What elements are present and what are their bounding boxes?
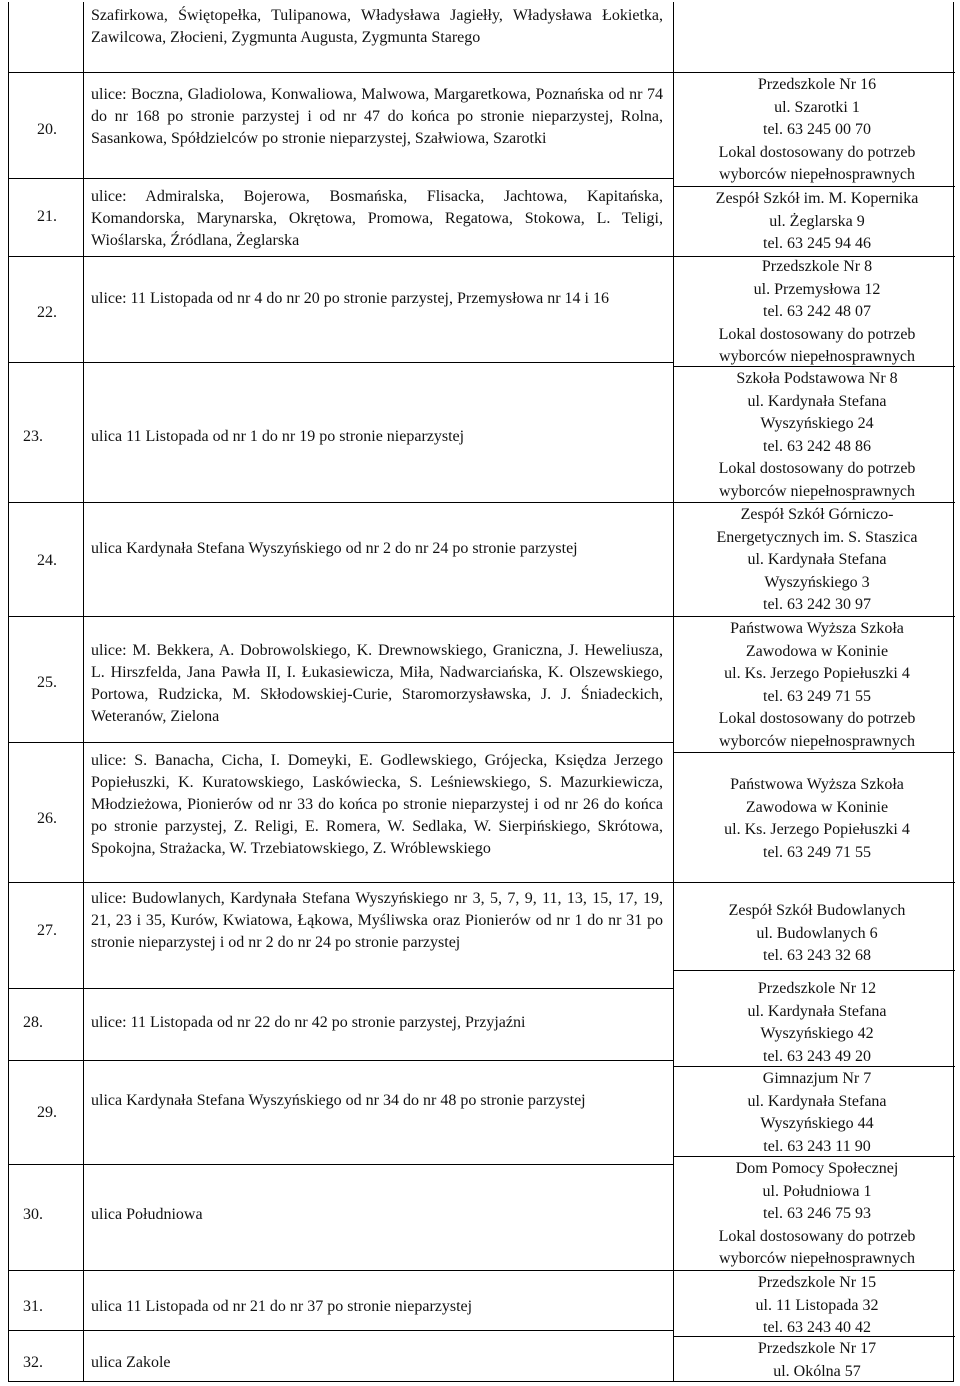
- polling-place-line: tel. 63 242 48 86: [763, 437, 871, 455]
- row-divider: [9, 178, 673, 179]
- streets-cell: ulice: Budowlanych, Kardynała Stefana Wyszyńskiego nr 3, 5, 7, 9, 11, 13, 15, 17, 19, 21, 23 i 35, Kurów, Kwiatowa, Łąkowa, Myśliwska oraz Pionierów od nr 1 do nr 31 po stronie nieparzystej i od nr 2 do nr 24 po stronie parzystej: [91, 890, 663, 951]
- polling-place-line: tel. 63 245 00 70: [763, 121, 871, 138]
- row-number: 24.: [37, 552, 57, 569]
- row-number: 21.: [37, 208, 57, 225]
- streets-cell: ulica Południowa: [91, 1206, 203, 1223]
- polling-place-line: Lokal dostosowany do potrzeb: [718, 1227, 916, 1245]
- polling-place-line: tel. 63 249 71 55: [763, 843, 871, 861]
- row-divider: [9, 988, 673, 989]
- polling-place-line: ul. Kardynała Stefana: [747, 1092, 887, 1110]
- polling-place-line: tel. 63 243 40 42: [763, 1319, 871, 1336]
- row-divider: [9, 616, 673, 617]
- polling-place-line: Zawodowa w Koninie: [745, 642, 889, 660]
- polling-place-line: ul. Budowlanych 6: [756, 924, 878, 942]
- streets-cell: ulice: Boczna, Gladiolowa, Konwaliowa, Malwowa, Margaretkowa, Poznańska od nr 74 do nr 168 po stronie parzystej i od nr 47 do końca po stronie nieparzystej, Rolna, Sasankowa, Spółdzielców po stronie nieparzystej, Szałwiowa, Szarotki: [91, 86, 663, 147]
- polling-place-line: Zespół Szkół im. M. Kopernika: [715, 190, 919, 207]
- polling-place-line: Wyszyńskiego 44: [760, 1115, 874, 1132]
- polling-place-line: ul. Żeglarska 9: [769, 212, 865, 230]
- polling-place-line: tel. 63 245 94 46: [763, 235, 871, 252]
- streets-cell: ulica 11 Listopada od nr 1 do nr 19 po stronie nieparzystej: [91, 428, 465, 445]
- polling-place-line: Zespół Szkół Górniczo-: [740, 506, 894, 523]
- row-divider: [9, 256, 673, 257]
- polling-place-line: ul. Południowa 1: [762, 1182, 872, 1200]
- polling-place-line: tel. 63 243 11 90: [763, 1137, 871, 1155]
- polling-place: [681, 74, 953, 187]
- streets-cell: ulice: Admiralska, Bojerowa, Bosmańska, Flisacka, Jachtowa, Kapitańska, Komandorska, Marynarska, Okrętowa, Promowa, Regatowa, Stokowa, L. Teligi, Wioślarska, Źródlana, Żeglarska: [91, 188, 663, 249]
- polling-place-line: tel. 63 242 48 07: [763, 303, 871, 320]
- polling-place-line: tel. 63 242 30 97: [763, 596, 871, 613]
- district-table: [8, 2, 954, 1382]
- polling-place-line: Energetycznych im. S. Staszica: [716, 528, 918, 546]
- column-divider: [673, 2, 674, 1381]
- row-number: 28.: [23, 1014, 43, 1031]
- polling-place-line: wyborców niepełnosprawnych: [719, 1250, 915, 1267]
- polling-place-line: wyborców niepełnosprawnych: [719, 732, 915, 750]
- polling-place-line: Przedszkole Nr 8: [761, 258, 873, 275]
- polling-place-line: wyborców niepełnosprawnych: [719, 348, 915, 365]
- polling-place: [681, 774, 953, 864]
- streets-cell: ulice: M. Bekkera, A. Dobrowolskiego, K. Drewnowskiego, Graniczna, J. Heweliusza, L. Hirszfelda, Jana Pawła II, I. Łukasiewicza, Miła, Nadwarciańska, K. Olszewskiego, Portowa, Rudzicka, M. Skłodowskiej-Curie, Staromorzysławska, J. J. Śniadeckich, Weteranów, Zielona: [91, 642, 663, 725]
- row-divider: [9, 1164, 673, 1165]
- row-number: 27.: [37, 922, 57, 939]
- polling-place-line: ul. Kardynała Stefana: [747, 551, 887, 568]
- polling-place-line: Zespół Szkół Budowlanych: [728, 902, 906, 919]
- polling-place: [681, 368, 953, 503]
- row-number: 32.: [23, 1354, 43, 1371]
- polling-place-line: Wyszyńskiego 42: [760, 1025, 874, 1042]
- polling-place-line: Przedszkole Nr 16: [757, 76, 877, 93]
- polling-place: [681, 1272, 953, 1340]
- polling-place-line: Lokal dostosowany do potrzeb: [718, 460, 916, 477]
- row-divider: [9, 1060, 673, 1061]
- polling-place-line: Lokal dostosowany do potrzeb: [718, 710, 916, 727]
- polling-place-line: Gimnazjum Nr 7: [762, 1070, 872, 1087]
- polling-place-line: Przedszkole Nr 17: [757, 1340, 877, 1357]
- polling-place-line: ul. Ks. Jerzego Popiełuszki 4: [724, 821, 910, 838]
- row-divider: [9, 1270, 673, 1271]
- row-divider: [9, 1330, 673, 1331]
- polling-place-line: Państwowa Wyższa Szkoła: [730, 620, 904, 637]
- polling-place-line: Wyszyńskiego 24: [760, 415, 874, 432]
- polling-place: [681, 256, 953, 369]
- row-divider: [9, 882, 673, 883]
- polling-place-line: ul. Okólna 57: [773, 1362, 861, 1380]
- streets-cell: ulice: 11 Listopada od nr 22 do nr 42 po stronie parzystej, Przyjaźni: [91, 1014, 526, 1031]
- polling-place-line: Państwowa Wyższa Szkoła: [730, 776, 904, 793]
- polling-place: [681, 1338, 953, 1383]
- streets-cell: ulica 11 Listopada od nr 21 do nr 37 po stronie nieparzystej: [91, 1298, 473, 1315]
- polling-place-line: Przedszkole Nr 12: [757, 980, 877, 997]
- row-number: 20.: [37, 121, 57, 138]
- polling-place: [681, 1068, 953, 1158]
- polling-place: [681, 900, 953, 968]
- streets-cell: ulice: S. Banacha, Cicha, I. Domeyki, E. Godlewskiego, Grójecka, Księdza Jerzego Popiełuszki, K. Kuratowskiego, Laskówiecka, S. Leśniewskiego, S. Mazurkiewicza, Młodzieżowa, Pionierów od nr 33 do końca po stronie nieparzystej i od nr 26 do końca po stronie parzystej, Z. Religi, E. Romera, W. Sedlaka, W. Sierpińskiego, Skrótowa, Spokojna, Strażacka, W. Trzebiatowskiego, Z. Wróblewskiego: [91, 752, 663, 857]
- polling-place-line: ul. Kardynała Stefana: [747, 392, 887, 410]
- polling-place: [681, 618, 953, 753]
- streets-cell: ulice: 11 Listopada od nr 4 do nr 20 po stronie parzystej, Przemysłowa nr 14 i 16: [91, 290, 609, 307]
- row-number: 26.: [37, 810, 57, 827]
- polling-place-line: Przedszkole Nr 15: [757, 1274, 877, 1291]
- polling-place-line: ul. Przemysłowa 12: [753, 280, 881, 298]
- streets-cell: ulica Zakole: [91, 1354, 171, 1371]
- polling-place-line: wyborców niepełnosprawnych: [719, 482, 915, 500]
- row-number: 23.: [23, 428, 43, 445]
- row-divider: [673, 72, 955, 73]
- polling-place-line: tel. 63 243 32 68: [763, 947, 871, 964]
- streets-cell: ulica Kardynała Stefana Wyszyńskiego od nr 34 do nr 48 po stronie parzystej: [91, 1092, 586, 1109]
- row-divider: [673, 882, 955, 883]
- polling-place: [681, 978, 953, 1068]
- polling-place-line: Zawodowa w Koninie: [745, 798, 889, 816]
- polling-place-line: tel. 63 249 71 55: [763, 687, 871, 705]
- polling-place-line: tel. 63 246 75 93: [763, 1205, 871, 1222]
- polling-place-line: tel. 63 243 49 20: [763, 1047, 871, 1065]
- row-number: 30.: [23, 1206, 43, 1223]
- streets-cell: Szafirkowa, Świętopełka, Tulipanowa, Władysława Jagiełły, Władysława Łokietka, Zawilcowa, Złocieni, Zygmunta Augusta, Zygmunta Starego: [91, 7, 663, 46]
- row-divider: [9, 742, 673, 743]
- polling-place: [681, 504, 953, 617]
- row-divider: [9, 502, 673, 503]
- polling-place-line: Wyszyńskiego 3: [764, 573, 870, 591]
- polling-place-line: Szkoła Podstawowa Nr 8: [736, 370, 898, 387]
- polling-place: [681, 1158, 953, 1271]
- row-number: 31.: [23, 1298, 43, 1315]
- polling-place-line: ul. 11 Listopada 32: [755, 1296, 879, 1314]
- polling-place: [681, 188, 953, 256]
- polling-place-line: Lokal dostosowany do potrzeb: [718, 325, 916, 343]
- row-divider: [9, 72, 673, 73]
- polling-place-line: Dom Pomocy Społecznej: [735, 1160, 899, 1177]
- polling-place-line: wyborców niepełnosprawnych: [719, 166, 915, 183]
- row-divider: [9, 362, 673, 363]
- row-number: 29.: [37, 1104, 57, 1121]
- row-number: 25.: [37, 674, 57, 691]
- polling-place-line: ul. Kardynała Stefana: [747, 1002, 887, 1020]
- row-divider: [673, 970, 955, 971]
- row-number: 22.: [37, 304, 57, 321]
- polling-place-line: ul. Ks. Jerzego Popiełuszki 4: [724, 665, 910, 682]
- streets-cell: ulica Kardynała Stefana Wyszyńskiego od nr 2 do nr 24 po stronie parzystej: [91, 540, 578, 557]
- polling-place-line: Lokal dostosowany do potrzeb: [718, 143, 916, 161]
- polling-place-line: ul. Szarotki 1: [774, 98, 860, 116]
